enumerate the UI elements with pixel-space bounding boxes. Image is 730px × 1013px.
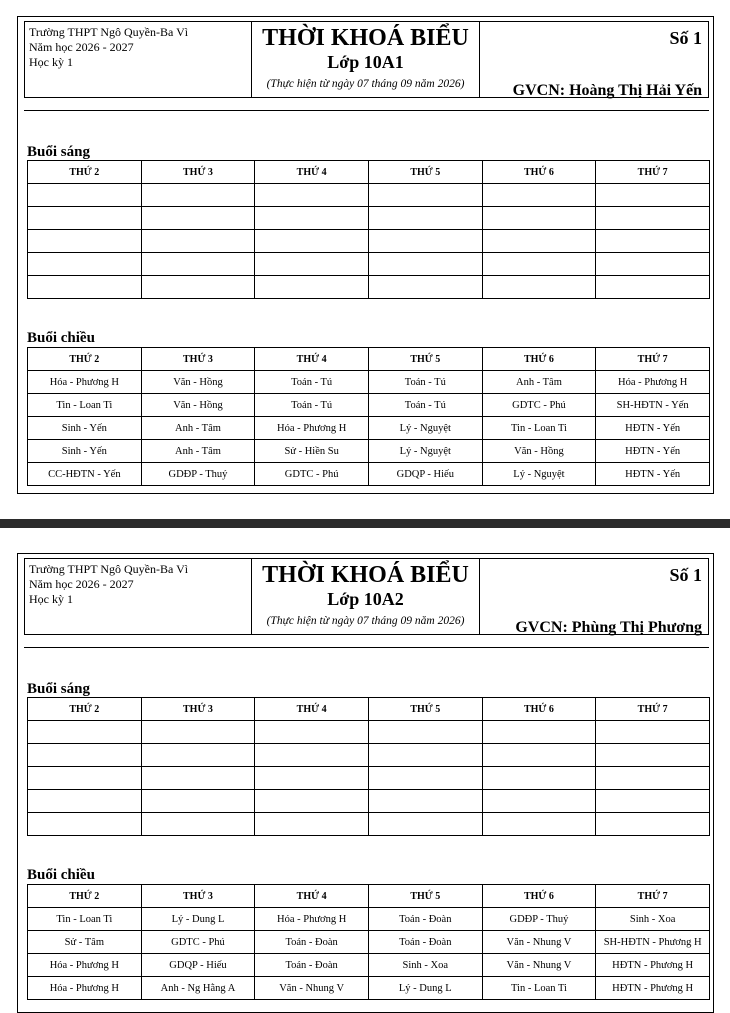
afternoon-schedule-table (27, 347, 710, 486)
lesson-cell (255, 813, 369, 836)
table-row (28, 977, 710, 1000)
lesson-cell (28, 790, 142, 813)
lesson-cell (28, 207, 142, 230)
table-row (28, 813, 710, 836)
lesson-cell (368, 207, 482, 230)
lesson-cell: Toán - Tú (368, 394, 482, 417)
day-header-cell: THỨ 7 (596, 348, 710, 371)
day-header-cell: THỨ 6 (482, 348, 596, 371)
day-header-cell: THỨ 3 (141, 348, 255, 371)
timetable-title: THỜI KHOÁ BIỂU (262, 562, 469, 588)
class-name: Lớp 10A1 (327, 52, 404, 72)
table-row (28, 931, 710, 954)
semester: Học kỳ 1 (29, 592, 73, 606)
lesson-cell (28, 184, 142, 207)
lesson-cell (141, 276, 255, 299)
timetable-page-10a2 (17, 553, 714, 1013)
lesson-cell: Văn - Nhung V (255, 977, 369, 1000)
table-row (28, 184, 710, 207)
lesson-cell (368, 253, 482, 276)
lesson-cell (482, 230, 596, 253)
lesson-cell: CC-HĐTN - Yến (28, 463, 142, 486)
table-row (28, 440, 710, 463)
lesson-cell (368, 184, 482, 207)
lesson-cell: Toán - Đoàn (368, 931, 482, 954)
day-header-cell: THỨ 5 (368, 698, 482, 721)
school-info (25, 559, 252, 634)
lesson-cell: Anh - Tâm (482, 371, 596, 394)
lesson-cell: GDQP - Hiếu (368, 463, 482, 486)
day-header-row (28, 885, 710, 908)
lesson-cell: Hóa - Phương H (255, 908, 369, 931)
table-row (28, 230, 710, 253)
lesson-cell (482, 744, 596, 767)
lesson-cell (596, 207, 710, 230)
table-row (28, 744, 710, 767)
lesson-cell (368, 230, 482, 253)
lesson-cell: Toán - Tú (368, 371, 482, 394)
lesson-cell (596, 721, 710, 744)
lesson-cell (482, 813, 596, 836)
homeroom-teacher: GVCN: Hoàng Thị Hải Yến (512, 82, 702, 99)
day-header-cell: THỨ 4 (255, 348, 369, 371)
timetable-header (24, 558, 709, 635)
lesson-cell (482, 767, 596, 790)
day-header-cell: THỨ 7 (596, 885, 710, 908)
lesson-cell: GDTC - Phú (482, 394, 596, 417)
lesson-cell: Lý - Nguyệt (368, 440, 482, 463)
effective-period: (Thực hiện từ ngày 07 tháng 09 năm 2026) (266, 615, 465, 627)
lesson-cell: GDĐP - Thuý (141, 463, 255, 486)
lesson-cell (368, 276, 482, 299)
lesson-cell: Sinh - Xoa (596, 908, 710, 931)
header-divider (24, 110, 709, 111)
table-row (28, 371, 710, 394)
lesson-cell (596, 744, 710, 767)
lesson-cell: Tin - Loan Ti (28, 908, 142, 931)
lesson-cell (482, 253, 596, 276)
title-block (252, 22, 480, 97)
lesson-cell (255, 744, 369, 767)
effective-period: (Thực hiện từ ngày 07 tháng 09 năm 2026) (266, 78, 465, 90)
morning-schedule-table (27, 697, 710, 836)
lesson-cell: SH-HĐTN - Phương H (596, 931, 710, 954)
lesson-cell (255, 790, 369, 813)
semester: Học kỳ 1 (29, 55, 73, 69)
lesson-cell: Lý - Nguyệt (482, 463, 596, 486)
lesson-cell: Hóa - Phương H (28, 371, 142, 394)
day-header-cell: THỨ 6 (482, 161, 596, 184)
lesson-cell: Văn - Hồng (141, 371, 255, 394)
lesson-cell (255, 184, 369, 207)
page-separator (0, 519, 730, 528)
day-header-cell: THỨ 5 (368, 161, 482, 184)
day-header-cell: THỨ 2 (28, 348, 142, 371)
morning-rows (28, 721, 710, 836)
table-row (28, 394, 710, 417)
lesson-cell (482, 276, 596, 299)
lesson-cell: Anh - Ng Hằng A (141, 977, 255, 1000)
lesson-cell (28, 744, 142, 767)
day-header-cell: THỨ 2 (28, 698, 142, 721)
day-header-cell: THỨ 2 (28, 161, 142, 184)
lesson-cell: Sinh - Yến (28, 417, 142, 440)
table-row (28, 790, 710, 813)
school-year: Năm học 2026 - 2027 (29, 577, 134, 591)
header-divider (24, 647, 709, 648)
document-number: Số 1 (669, 565, 702, 585)
afternoon-section-title: Buổi chiều (27, 330, 95, 346)
lesson-cell: Văn - Hồng (482, 440, 596, 463)
lesson-cell: HĐTN - Phương H (596, 954, 710, 977)
lesson-cell: Anh - Tâm (141, 440, 255, 463)
morning-rows (28, 184, 710, 299)
lesson-cell (255, 253, 369, 276)
lesson-cell: HĐTN - Yến (596, 463, 710, 486)
lesson-cell (141, 767, 255, 790)
lesson-cell (482, 184, 596, 207)
lesson-cell: Tin - Loan Ti (482, 977, 596, 1000)
lesson-cell (28, 721, 142, 744)
lesson-cell: Sử - Hiền Su (255, 440, 369, 463)
lesson-cell (368, 767, 482, 790)
lesson-cell: HĐTN - Yến (596, 417, 710, 440)
timetable-page-10a1 (17, 16, 714, 494)
table-row (28, 417, 710, 440)
lesson-cell (596, 184, 710, 207)
day-header-row (28, 348, 710, 371)
lesson-cell: Sử - Tâm (28, 931, 142, 954)
lesson-cell (368, 744, 482, 767)
homeroom-teacher: GVCN: Phùng Thị Phương (515, 619, 702, 636)
day-header-cell: THỨ 2 (28, 885, 142, 908)
morning-section-title: Buổi sáng (27, 144, 90, 160)
lesson-cell (141, 230, 255, 253)
lesson-cell: HĐTN - Phương H (596, 977, 710, 1000)
lesson-cell: Hóa - Phương H (28, 954, 142, 977)
lesson-cell: Toán - Tú (255, 394, 369, 417)
timetable-title: THỜI KHOÁ BIỂU (262, 25, 469, 51)
lesson-cell (141, 721, 255, 744)
lesson-cell: GDQP - Hiếu (141, 954, 255, 977)
day-header-cell: THỨ 3 (141, 161, 255, 184)
lesson-cell: Toán - Đoàn (255, 931, 369, 954)
day-header-cell: THỨ 4 (255, 161, 369, 184)
lesson-cell (28, 813, 142, 836)
lesson-cell (368, 813, 482, 836)
lesson-cell (596, 276, 710, 299)
school-info (25, 22, 252, 97)
day-header-row (28, 698, 710, 721)
lesson-cell (255, 230, 369, 253)
day-header-cell: THỨ 5 (368, 885, 482, 908)
lesson-cell: GDTC - Phú (255, 463, 369, 486)
lesson-cell (255, 276, 369, 299)
lesson-cell (28, 230, 142, 253)
day-header-cell: THỨ 5 (368, 348, 482, 371)
day-header-cell: THỨ 4 (255, 698, 369, 721)
day-header-cell: THỨ 3 (141, 885, 255, 908)
teacher-block (480, 22, 708, 97)
morning-section-title: Buổi sáng (27, 681, 90, 697)
lesson-cell (368, 721, 482, 744)
lesson-cell (596, 767, 710, 790)
table-row (28, 954, 710, 977)
lesson-cell: Hóa - Phương H (28, 977, 142, 1000)
title-block (252, 559, 480, 634)
lesson-cell: Tin - Loan Ti (482, 417, 596, 440)
lesson-cell (28, 253, 142, 276)
table-row (28, 908, 710, 931)
day-header-row (28, 161, 710, 184)
lesson-cell: Sinh - Yến (28, 440, 142, 463)
lesson-cell: Toán - Đoàn (255, 954, 369, 977)
lesson-cell: Lý - Nguyệt (368, 417, 482, 440)
lesson-cell (596, 790, 710, 813)
lesson-cell: HĐTN - Yến (596, 440, 710, 463)
afternoon-rows (28, 908, 710, 1000)
lesson-cell (141, 184, 255, 207)
lesson-cell (596, 253, 710, 276)
lesson-cell (141, 207, 255, 230)
day-header-cell: THỨ 4 (255, 885, 369, 908)
lesson-cell: Văn - Nhung V (482, 954, 596, 977)
school-name: Trường THPT Ngô Quyền-Ba Vì (29, 562, 189, 576)
lesson-cell (141, 744, 255, 767)
day-header-cell: THỨ 6 (482, 698, 596, 721)
lesson-cell (255, 721, 369, 744)
lesson-cell (255, 767, 369, 790)
lesson-cell: Văn - Hồng (141, 394, 255, 417)
day-header-cell: THỨ 3 (141, 698, 255, 721)
school-name: Trường THPT Ngô Quyền-Ba Vì (29, 25, 189, 39)
table-row (28, 721, 710, 744)
lesson-cell: Hóa - Phương H (255, 417, 369, 440)
class-name: Lớp 10A2 (327, 589, 404, 609)
lesson-cell (141, 813, 255, 836)
afternoon-schedule-table (27, 884, 710, 1000)
lesson-cell (255, 207, 369, 230)
lesson-cell (482, 790, 596, 813)
lesson-cell: Anh - Tâm (141, 417, 255, 440)
table-row (28, 767, 710, 790)
day-header-cell: THỨ 6 (482, 885, 596, 908)
lesson-cell: Toán - Đoàn (368, 908, 482, 931)
lesson-cell (141, 253, 255, 276)
lesson-cell: GDTC - Phú (141, 931, 255, 954)
lesson-cell: Văn - Nhung V (482, 931, 596, 954)
lesson-cell (596, 813, 710, 836)
lesson-cell (28, 767, 142, 790)
lesson-cell (28, 276, 142, 299)
lesson-cell: GDĐP - Thuý (482, 908, 596, 931)
lesson-cell: Sinh - Xoa (368, 954, 482, 977)
lesson-cell (596, 230, 710, 253)
document-number: Số 1 (669, 28, 702, 48)
morning-schedule-table (27, 160, 710, 299)
school-year: Năm học 2026 - 2027 (29, 40, 134, 54)
table-row (28, 253, 710, 276)
lesson-cell: SH-HĐTN - Yến (596, 394, 710, 417)
lesson-cell: Lý - Dung L (141, 908, 255, 931)
table-row (28, 207, 710, 230)
day-header-cell: THỨ 7 (596, 698, 710, 721)
timetable-header (24, 21, 709, 98)
lesson-cell (482, 721, 596, 744)
lesson-cell (368, 790, 482, 813)
lesson-cell: Lý - Dung L (368, 977, 482, 1000)
day-header-cell: THỨ 7 (596, 161, 710, 184)
lesson-cell: Tin - Loan Ti (28, 394, 142, 417)
lesson-cell: Toán - Tú (255, 371, 369, 394)
table-row (28, 463, 710, 486)
lesson-cell: Hóa - Phương H (596, 371, 710, 394)
lesson-cell (482, 207, 596, 230)
table-row (28, 276, 710, 299)
afternoon-section-title: Buổi chiều (27, 867, 95, 883)
teacher-block (480, 559, 708, 634)
lesson-cell (141, 790, 255, 813)
afternoon-rows (28, 371, 710, 486)
